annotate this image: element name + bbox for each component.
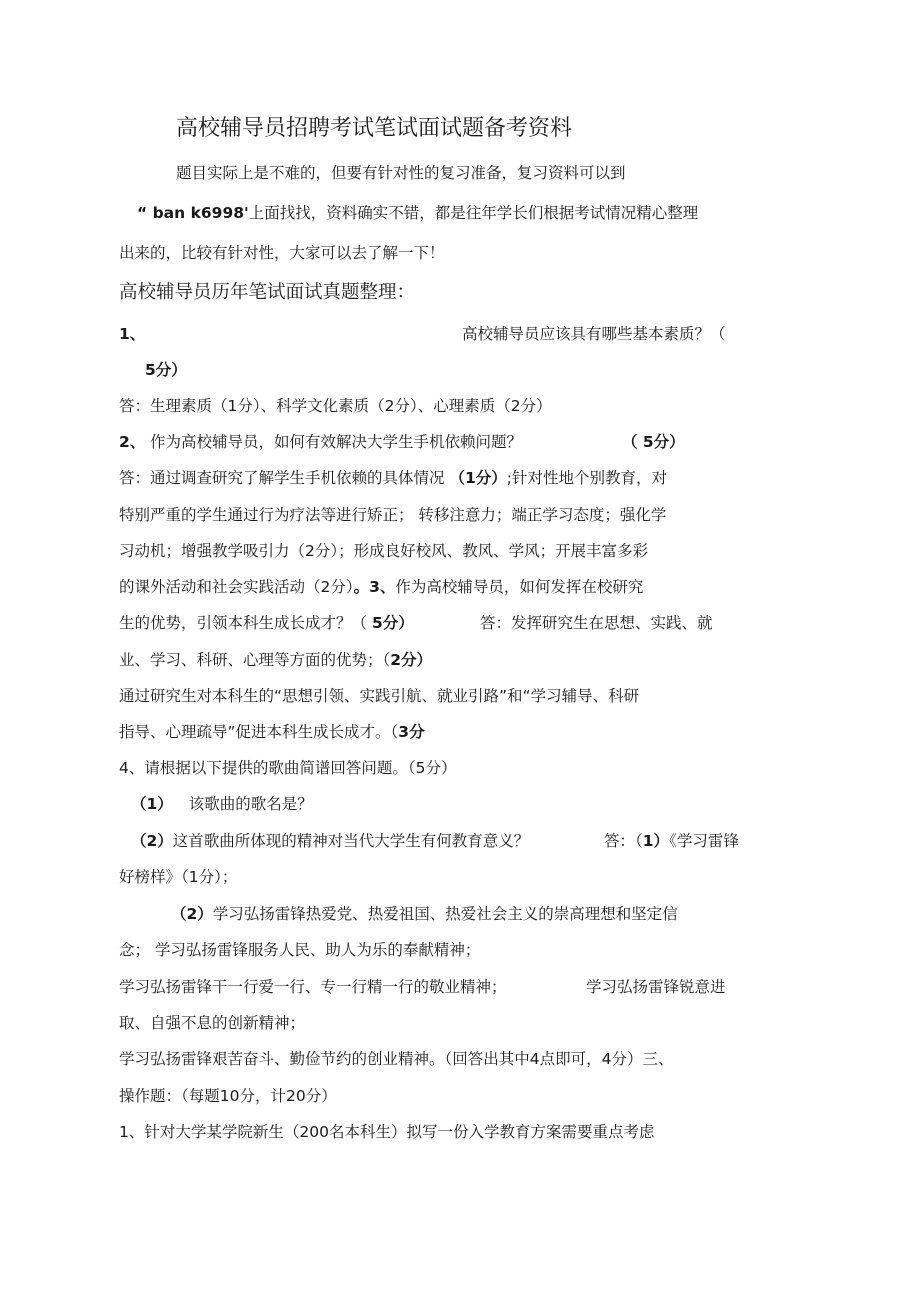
q3-line-4: 指导、心理疏导”促进本科生成长成才。（3分 xyxy=(119,723,425,741)
q4-text: 4、请根据以下提供的歌曲简谱回答问题。（5分） xyxy=(119,759,457,777)
q4-answer2-line-4: 取、自强不息的创新精神； xyxy=(119,1014,306,1032)
document-title: 高校辅导员招聘考试笔试面试题备考资料 xyxy=(176,116,573,141)
a2-line-2: 特别严重的学生通过行为疗法等进行矫正； 转移注意力；端正学习态度；强化学 xyxy=(119,506,667,524)
q4-sub1: （1） 该歌曲的歌名是？ xyxy=(131,795,313,813)
q1-number: 1、 xyxy=(119,325,146,343)
q2-text: 作为高校辅导员，如何有效解决大学生手机依赖问题？ xyxy=(150,433,523,451)
q3-line-1: 生的优势，引领本科生成长成才？（ 5分） xyxy=(119,614,414,632)
q2-score: （ 5分） xyxy=(622,433,685,451)
intro-quote: “ ban k6998' xyxy=(137,204,249,222)
q4-answer-line-2: 好榜样》（1分）； xyxy=(119,868,238,886)
intro-line-2-text: 上面找找，资料确实不错，都是往年学长们根据考试情况精心整理 xyxy=(248,204,699,222)
section-heading: 高校辅导员历年笔试面试真题整理： xyxy=(119,282,416,303)
q1-score: 5分） xyxy=(145,361,187,379)
q4-answer2-line-3a: 学习弘扬雷锋干一行爱一行、专一行精一行的敬业精神； xyxy=(119,978,507,996)
q2-number: 2、 xyxy=(119,433,146,451)
intro-line-2 xyxy=(137,202,698,224)
q3-line-3: 通过研究生对本科生的“思想引领、实践引航、就业引路”和“学习辅导、科研 xyxy=(119,687,640,705)
q1-text: 高校辅导员应该具有哪些基本素质？（ xyxy=(462,325,726,343)
intro-line-3: 出来的，比较有针对性，大家可以去了解一下！ xyxy=(119,244,445,262)
q4-sub2: （2）这首歌曲所体现的精神对当代大学生有何教育意义？ xyxy=(131,832,530,850)
q3-line-2: 业、学习、科研、心理等方面的优势；（2分） xyxy=(119,651,433,669)
operation-section-heading: 操作题：（每题10分，计20分） xyxy=(119,1087,337,1105)
a2-line-1: 答：通过调查研究了解学生手机依赖的具体情况 （1分）;针对性地个别教育，对 xyxy=(119,469,667,487)
intro-line-1: 题目实际上是不难的，但要有针对性的复习准备，复习资料可以到 xyxy=(176,164,626,182)
q4-answer2-line-3b: 学习弘扬雷锋锐意进 xyxy=(586,978,726,996)
q4-answer2-line-2: 念； 学习弘扬雷锋服务人民、助人为乐的奉献精神； xyxy=(119,941,481,959)
q4-answer2-line-1: （2）学习弘扬雷锋热爱党、热爱祖国、热爱社会主义的崇高理想和坚定信 xyxy=(171,905,678,923)
q3-answer-start: 答：发挥研究生在思想、实践、就 xyxy=(480,614,713,632)
op1-text: 1、针对大学某学院新生（200名本科生）拟写一份入学教育方案需要重点考虑 xyxy=(119,1123,655,1141)
q4-answer-start: 答：（1）《学习雷锋 xyxy=(604,832,739,850)
q4-answer2-line-5: 学习弘扬雷锋艰苦奋斗、勤俭节约的创业精神。（回答出其中4点即可，4分）三、 xyxy=(119,1050,674,1068)
a1-text: 答：生理素质（1分）、科学文化素质（2分）、心理素质（2分） xyxy=(119,397,552,415)
a2-line-3: 习动机；增强教学吸引力（2分）；形成良好校风、教风、学风；开展丰富多彩 xyxy=(119,542,649,560)
a2-line-4: 的课外活动和社会实践活动（2分）。3、作为高校辅导员，如何发挥在校研究 xyxy=(119,578,644,596)
